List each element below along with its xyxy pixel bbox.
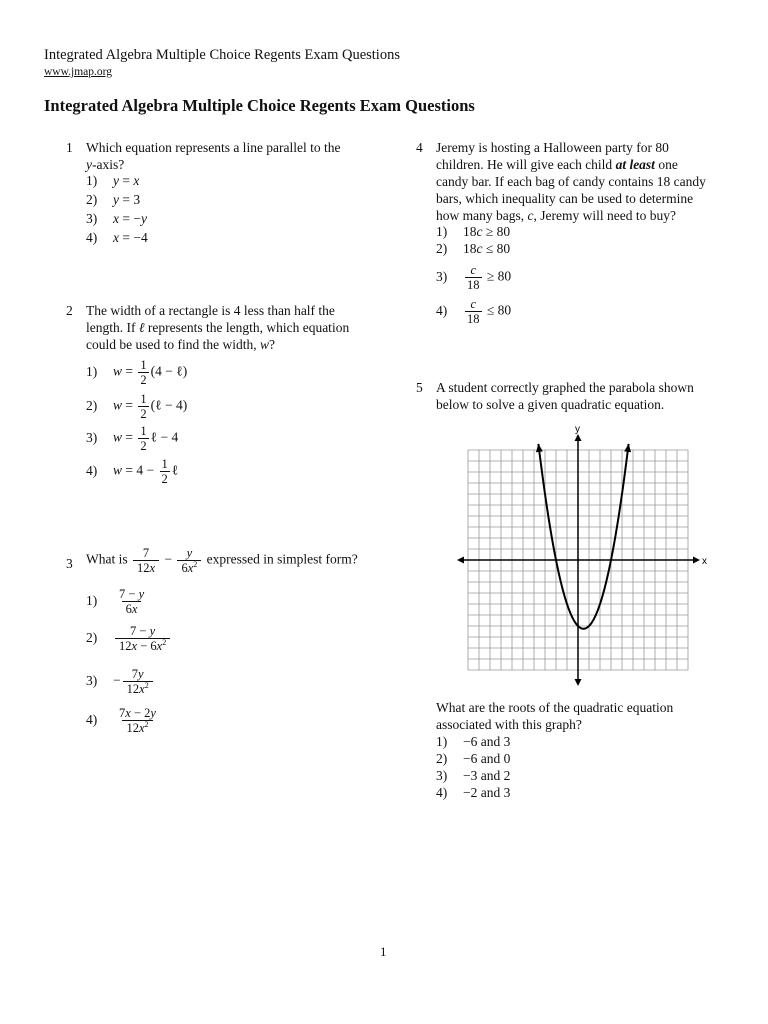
question-text: What is $\frac{7}{12x}$ − $\frac{y}{6x^2}$ expressed in simplest form? bbox=[86, 546, 358, 575]
answer-option-4[interactable]: 4) $\frac{7x - 2y}{12x^2}$ bbox=[86, 706, 156, 735]
question-number: 3 bbox=[66, 556, 73, 571]
answer-option-1[interactable]: 1) y = x bbox=[86, 173, 140, 188]
question-line: length. If ℓ represents the length, which equation bbox=[86, 320, 350, 335]
y-axis-label: y bbox=[575, 424, 580, 435]
answer-option-4[interactable]: 4) $\frac{c}{18}$ ≤ 80 bbox=[436, 297, 512, 326]
answer-option-3[interactable]: 3) w = $\frac{1}{2}$ ℓ − 4 bbox=[86, 424, 179, 453]
question-number: 4 bbox=[416, 140, 423, 155]
question-line: bars, which inequality can be used to determine bbox=[436, 191, 694, 206]
answer-option-4[interactable]: 4) w = 4 − $\frac{1}{2}$ ℓ bbox=[86, 457, 179, 486]
question-number: 5 bbox=[416, 380, 423, 395]
y-axis-arrow-up bbox=[575, 434, 582, 441]
answer-option-2[interactable]: 2) 18c ≤ 80 bbox=[436, 241, 511, 256]
question-number: 1 bbox=[66, 140, 73, 155]
question-4 bbox=[416, 139, 746, 329]
answer-option-1[interactable]: 1) 18c ≥ 80 bbox=[436, 224, 511, 239]
question-text bbox=[86, 139, 341, 173]
question-1 bbox=[66, 139, 386, 249]
parabola-graph bbox=[455, 424, 705, 686]
answer-option-2[interactable]: 2) −6 and 0 bbox=[436, 751, 511, 766]
answer-option-1[interactable]: 1) −6 and 3 bbox=[436, 734, 511, 749]
answer-option-2[interactable]: 2) w = $\frac{1}{2}$ (ℓ − 4) bbox=[86, 392, 188, 421]
answer-option-3[interactable]: 3) $\frac{c}{18}$ ≥ 80 bbox=[436, 263, 512, 292]
answer-option-3[interactable]: 3) − $\frac{7y}{12x^2}$ bbox=[86, 667, 155, 696]
question-2 bbox=[66, 302, 386, 492]
x-axis-arrow-right bbox=[693, 557, 700, 564]
page-title: Integrated Algebra Multiple Choice Regents Exam Questions bbox=[44, 96, 475, 115]
answer-option-4[interactable]: 4) x = −4 bbox=[86, 230, 148, 245]
y-axis-arrow-down bbox=[575, 679, 582, 686]
answer-option-1[interactable]: 1) $\frac{7 - y}{6x}$ bbox=[86, 587, 145, 616]
question-text bbox=[436, 139, 706, 224]
answer-option-4[interactable]: 4) −2 and 3 bbox=[436, 785, 511, 800]
question-5-followup bbox=[436, 699, 756, 809]
question-line: Jeremy is hosting a Halloween party for 80 bbox=[436, 140, 669, 155]
question-line: below to solve a given quadratic equation. bbox=[436, 397, 665, 412]
x-axis-label: x bbox=[702, 556, 707, 567]
page-number: 1 bbox=[380, 944, 387, 959]
question-line: associated with this graph? bbox=[436, 717, 582, 732]
question-line: Which equation represents a line parallel to the bbox=[86, 140, 341, 155]
header-url-link[interactable]: www.jmap.org bbox=[44, 66, 113, 78]
answer-option-3[interactable]: 3) −3 and 2 bbox=[436, 768, 511, 783]
answer-option-1[interactable]: 1) w = $\frac{1}{2}$ (4 − ℓ) bbox=[86, 358, 188, 387]
question-line: children. He will give each child at least one bbox=[436, 157, 678, 172]
question-line: A student correctly graphed the parabola shown bbox=[436, 380, 694, 395]
question-text bbox=[436, 379, 694, 413]
question-text bbox=[86, 302, 349, 353]
header-title: Integrated Algebra Multiple Choice Regents Exam Questions bbox=[44, 47, 400, 63]
question-line: could be used to find the width, w? bbox=[86, 337, 275, 352]
answer-option-2[interactable]: 2) $\frac{7 - y}{12x - 6x^2}$ bbox=[86, 624, 172, 653]
answer-option-3[interactable]: 3) x = −y bbox=[86, 211, 147, 226]
question-line: The width of a rectangle is 4 less than half the bbox=[86, 303, 335, 318]
question-line: candy bar. If each bag of candy contains 18 candy bbox=[436, 174, 706, 189]
parabola-curve bbox=[538, 444, 628, 629]
question-line: What are the roots of the quadratic equation bbox=[436, 700, 674, 715]
question-line: how many bags, c, Jeremy will need to buy? bbox=[436, 208, 676, 223]
x-axis-arrow-left bbox=[457, 557, 464, 564]
question-number: 2 bbox=[66, 303, 73, 318]
question-line: y-axis? bbox=[86, 157, 125, 172]
answer-option-2[interactable]: 2) y = 3 bbox=[86, 192, 141, 207]
question-3 bbox=[66, 546, 396, 746]
